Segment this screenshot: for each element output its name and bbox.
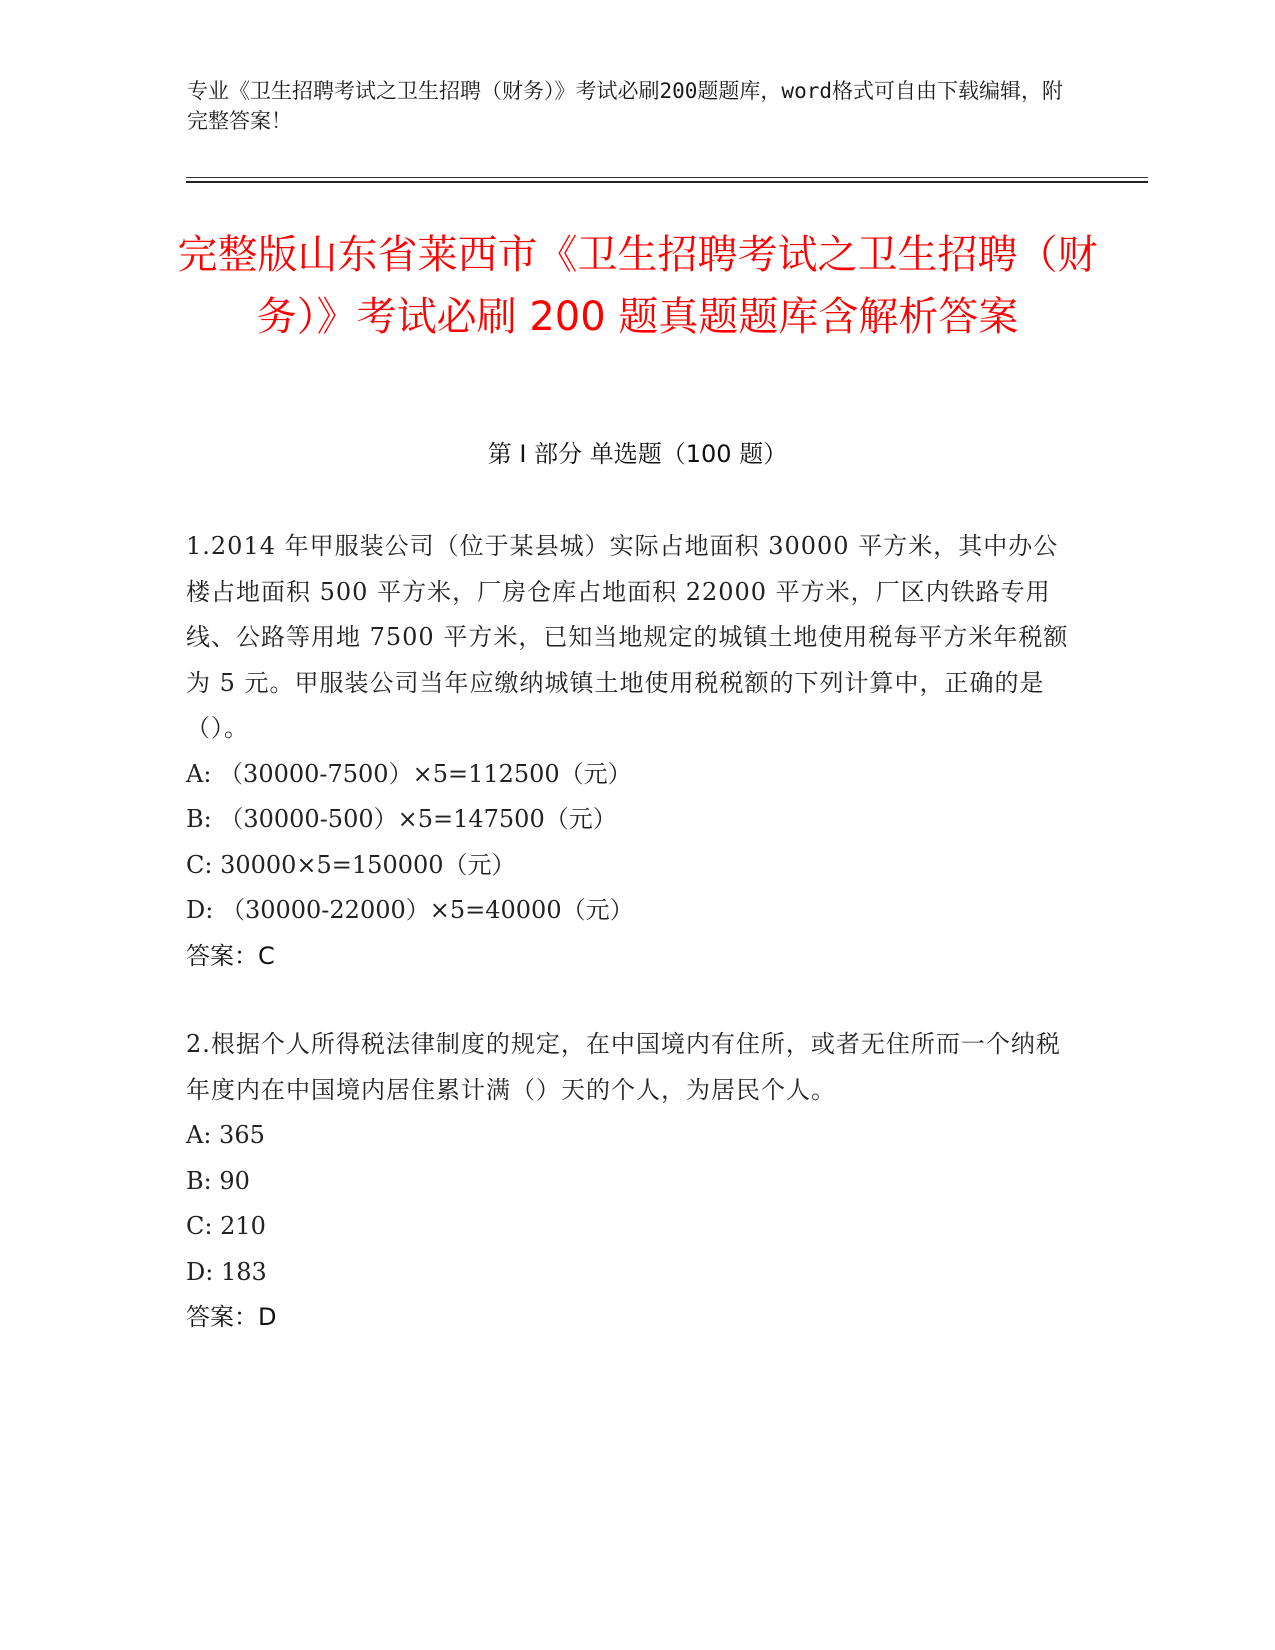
option-b: B: （30000-500）×5=147500（元）	[186, 805, 617, 833]
option-c: C: 30000×5=150000（元）	[186, 850, 516, 879]
header-divider-thick	[186, 181, 1148, 183]
document-title: 完整版山东省莱西市《卫生招聘考试之卫生招聘（财务）》考试必刷 200 题真题题库含解析答案	[177, 232, 1098, 340]
header-divider-thin	[186, 177, 1148, 178]
option-c: C: 210	[186, 1212, 266, 1240]
question-1	[186, 524, 1076, 979]
section-heading: 第 I 部分 单选题（100 题）	[487, 440, 788, 468]
answer-label: 答案：D	[186, 1303, 277, 1331]
option-a: A: 365	[186, 1121, 265, 1149]
question-2	[186, 1022, 1076, 1341]
option-b: B: 90	[186, 1166, 250, 1195]
question-stem: 1.2014 年甲服装公司（位于某县城）实际占地面积 30000 平方米，其中办公楼占地面积 500 平方米，厂房仓库占地面积 22000 平方米，厂区内铁路专用线、公路等用地 7500 平方米，已知当地规定的城镇土地使用税每平方米年税额为 5 元。甲服装公司当年应缴纳城镇土地使用税税额的下列计算中，正确的是（）。	[186, 532, 1069, 742]
option-d: D: （30000-22000）×5=40000（元）	[186, 896, 634, 924]
question-stem: 2.根据个人所得税法律制度的规定，在中国境内有住所，或者无住所而一个纳税年度内在中国境内居住累计满（）天的个人，为居民个人。	[186, 1030, 1061, 1104]
option-a: A: （30000-7500）×5=112500（元）	[186, 759, 632, 788]
answer-label: 答案：C	[186, 941, 275, 970]
header-note: 专业《卫生招聘考试之卫生招聘（财务）》考试必刷200题题库，word格式可自由下载编辑，附完整答案！	[187, 79, 1063, 133]
option-d: D: 183	[186, 1257, 267, 1286]
